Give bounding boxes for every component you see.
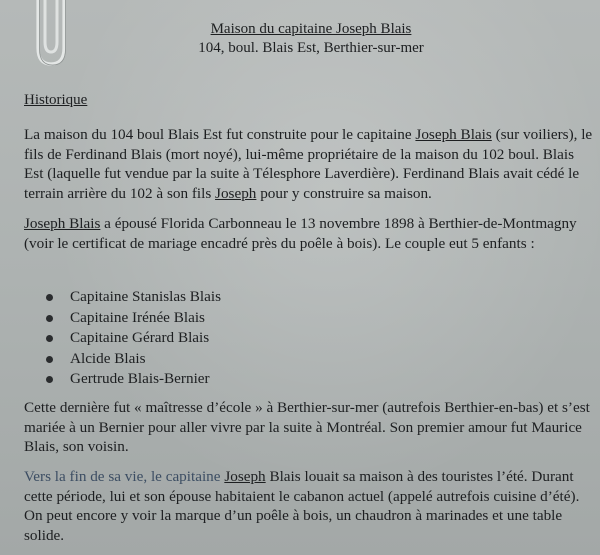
list-item [44, 328, 221, 349]
p4-text-b: Blais louait sa maison à des touristes l’été. Durant cette période, lui et son épouse habitaient le cabanon actuel (appelé autrefois cuisine d’été). On peut encore y voir la marque d’un poêle à bois, un chaudron à marinades et une table solide. [24, 468, 580, 544]
paragraph-4 [24, 467, 596, 545]
bullet-icon [46, 335, 53, 342]
p1-text-c: pour y construire sa maison. [256, 184, 432, 202]
bullet-icon [46, 376, 53, 383]
child-name: Capitaine Stanislas Blais [70, 288, 222, 305]
bullet-icon [46, 315, 53, 322]
document-header [0, 20, 600, 58]
paragraph-3: Cette dernière fut « maîtresse d’école » à Berthier-sur-mer (autrefois Berthier-en-bas) et s’est mariée à un Bernier pour aller vivre par la suite à Montréal. Son premier amour fut Maurice Blais, son voisin. [24, 399, 590, 455]
section-heading: Historique [24, 92, 88, 108]
child-name: Capitaine Irénée Blais [70, 308, 205, 326]
paragraph-1 [24, 125, 596, 203]
p2-text: a épousé Florida Carbonneau le 13 novembre 1898 à Berthier-de-Montmagny (voir le certificat de mariage encadré près du poêle à bois). Le couple eut 5 enfants : [24, 215, 577, 252]
child-name: Alcide Blais [70, 349, 146, 367]
child-name: Gertrude Blais-Bernier [70, 370, 210, 387]
document-address: 104, boul. Blais Est, Berthier-sur-mer [198, 40, 424, 56]
list-item [44, 349, 221, 370]
list-item [44, 287, 221, 308]
bullet-icon [46, 294, 53, 301]
children-list [44, 287, 221, 390]
paragraph-2 [24, 214, 596, 253]
list-item [44, 308, 221, 329]
p4-text-a: Vers la fin de sa vie, le capitaine [24, 468, 225, 485]
p4-name: Joseph [224, 468, 266, 485]
p1-name: Joseph Blais [415, 126, 492, 143]
p1-name2: Joseph [215, 184, 257, 202]
child-name: Capitaine Gérard Blais [70, 329, 210, 346]
list-item [44, 369, 221, 390]
p1-text-b: (sur voiliers), le fils de Ferdinand Blais (mort noyé), lui-même propriétaire de la maison du 102 boul. Blais Est (laquelle fut vendue par la suite à Télesphore Laverdière). Ferdinand Blais avait cédé le terrain arrière du 102 à son fils [24, 126, 593, 202]
p1-text-a: La maison du 104 boul Blais Est fut construite pour le capitaine [24, 126, 416, 143]
p2-name: Joseph Blais [24, 215, 101, 232]
document-title: Maison du capitaine Joseph Blais [210, 21, 412, 37]
bullet-icon [46, 356, 53, 363]
